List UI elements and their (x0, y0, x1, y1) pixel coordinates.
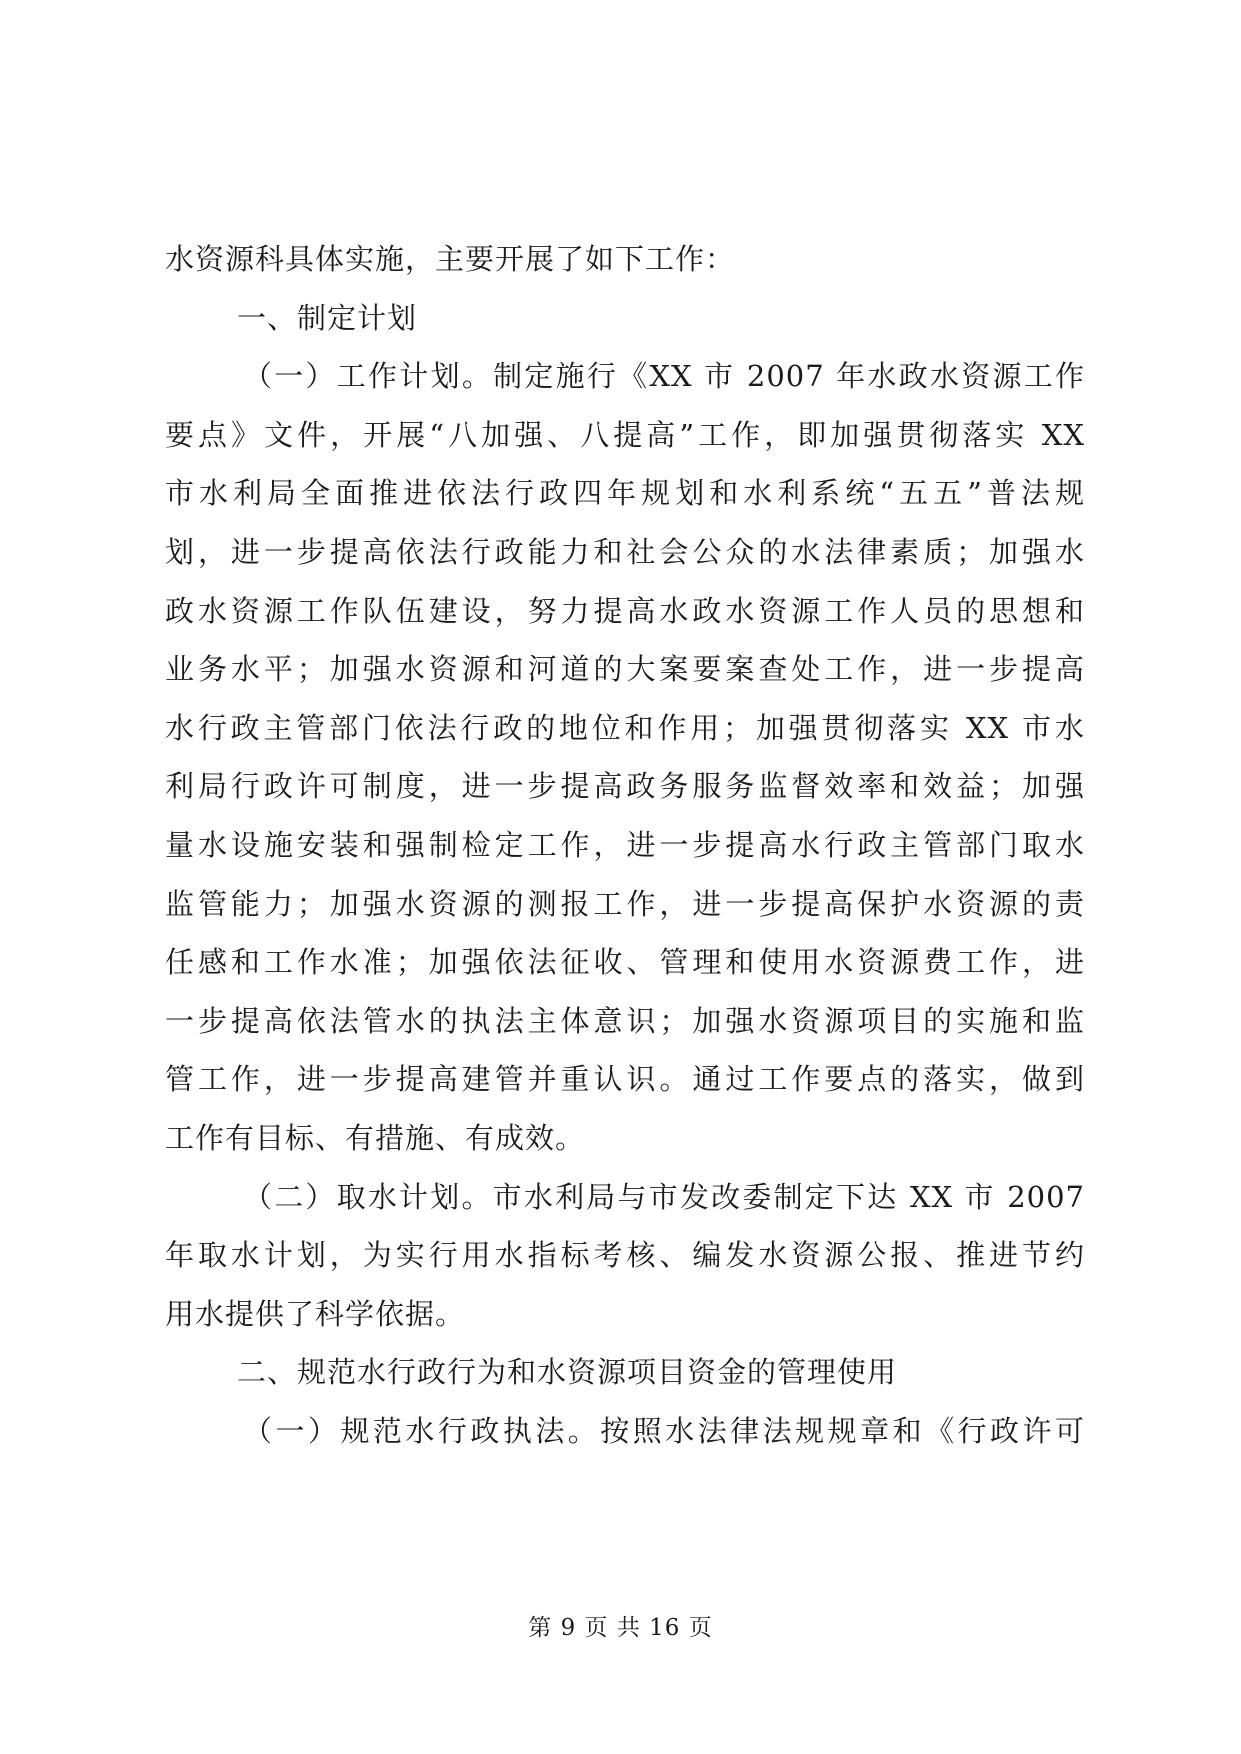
body-line: 管工作，进一步提高建管并重认识。通过工作要点的落实，做到 (165, 1062, 1085, 1097)
body-line: 水资源科具体实施，主要开展了如下工作： (165, 242, 736, 276)
body-line: 划，进一步提高依法行政能力和社会公众的水法律素质；加强水 (165, 534, 1085, 569)
body-line: 市水利局全面推进依法行政四年规划和水利系统“五五”普法规 (165, 476, 1085, 511)
body-line: 要点》文件，开展“八加强、八提高”工作，即加强贯彻落实 XX (165, 417, 1085, 452)
section-heading: 二、规范水行政行为和水资源项目资金的管理使用 (237, 1355, 898, 1390)
body-line: 用水提供了科学依据。 (165, 1296, 466, 1331)
body-line: 政水资源工作队伍建设，努力提高水政水资源工作人员的思想和 (165, 593, 1085, 628)
body-line: 任感和工作水准；加强依法征收、管理和使用水资源费工作，进 (165, 945, 1085, 980)
body-line: （一）工作计划。制定施行《XX 市 2007 年水政水资源工作 (243, 359, 1085, 394)
body-line: 工作有目标、有措施、有成效。 (165, 1120, 586, 1155)
section-heading: 一、制定计划 (237, 300, 418, 335)
body-line: 一步提高依法管水的执法主体意识；加强水资源项目的实施和监 (165, 1003, 1085, 1038)
body-line: （二）取水计划。市水利局与市发改委制定下达 XX 市 2007 (243, 1179, 1085, 1214)
body-line: 量水设施安装和强制检定工作，进一步提高水行政主管部门取水 (165, 827, 1085, 862)
body-line: 利局行政许可制度，进一步提高政务服务监督效率和效益；加强 (165, 769, 1085, 804)
page-number-footer: 第 9 页 共 16 页 (528, 1615, 713, 1641)
body-line: 监管能力；加强水资源的测报工作，进一步提高保护水资源的责 (165, 886, 1085, 921)
body-line: 业务水平；加强水资源和河道的大案要案查处工作，进一步提高 (165, 652, 1085, 687)
document-body (165, 230, 1085, 1460)
body-line: 水行政主管部门依法行政的地位和作用；加强贯彻落实 XX 市水 (165, 710, 1085, 745)
body-line: （一）规范水行政执法。按照水法律法规规章和《行政许可 (243, 1413, 1085, 1448)
body-line: 年取水计划，为实行用水指标考核、编发水资源公报、推进节约 (165, 1238, 1085, 1273)
